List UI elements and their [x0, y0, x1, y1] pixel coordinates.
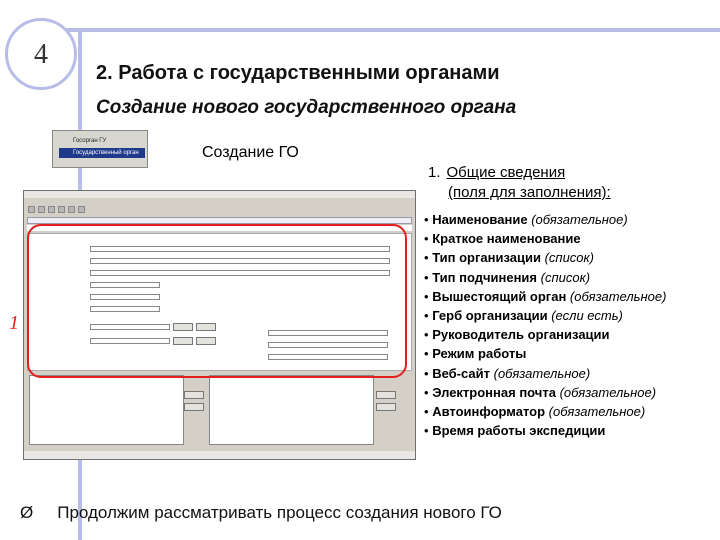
- field-name: Руководитель организации: [432, 327, 610, 343]
- field-item: [424, 383, 666, 402]
- field-item: [424, 421, 666, 440]
- field-name: Вышестоящий орган: [432, 288, 567, 304]
- bullet: •: [424, 327, 429, 343]
- menu-item-gosorgan: Государственный орган: [59, 148, 145, 158]
- field-note: (список): [544, 250, 595, 266]
- slide-frame-top: [30, 28, 720, 32]
- bullet: •: [424, 404, 429, 420]
- field-name: Время работы экспедиции: [432, 423, 606, 439]
- field-name: Тип подчинения: [432, 269, 538, 285]
- field-note: (обязательное): [559, 384, 657, 400]
- window-statusbar: [24, 451, 415, 459]
- field-name: Герб организации: [432, 308, 548, 324]
- form-button: [376, 403, 396, 411]
- field-note: (если есть): [551, 308, 623, 324]
- field-item: [424, 248, 666, 267]
- field-item: [424, 210, 666, 229]
- toolbar-icon: [48, 206, 55, 213]
- field-item: [424, 344, 666, 363]
- bullet: •: [424, 423, 429, 439]
- field-item: [424, 306, 666, 325]
- field-name: Наименование: [432, 212, 528, 227]
- field-name: Веб-сайт: [432, 365, 490, 381]
- field-name: Краткое наименование: [432, 231, 581, 247]
- menu-screenshot: [52, 130, 148, 168]
- field-item: [424, 229, 666, 248]
- slide-title: 2. Работа с государственными органами: [96, 62, 500, 84]
- form-button: [184, 403, 204, 411]
- field-note: (обязательное): [548, 404, 646, 420]
- field-name: Автоинформатор: [432, 404, 546, 420]
- toolbar-icon: [28, 206, 35, 213]
- toolbar-icon: [38, 206, 45, 213]
- toolbar-icon: [78, 206, 85, 213]
- bullet: •: [424, 250, 429, 266]
- footer-text: Продолжим рассматривать процесс создания нового ГО: [57, 503, 502, 522]
- highlight-label: 1: [9, 312, 19, 334]
- field-list: [424, 210, 666, 440]
- field-item: [424, 402, 666, 421]
- field-name: Электронная почта: [432, 384, 556, 400]
- field-name: Тип организации: [432, 250, 541, 266]
- field-item: [424, 268, 666, 287]
- section-title-line2: (поля для заполнения):: [448, 184, 611, 201]
- field-item: [424, 287, 666, 306]
- bullet: •: [424, 212, 429, 227]
- section-title-line1: Общие сведения: [446, 164, 566, 181]
- section-number: 1.: [428, 164, 441, 181]
- bullet: •: [424, 269, 429, 285]
- slide-subtitle: Создание нового государственного органа: [96, 97, 517, 118]
- field-note: (обязательное): [531, 212, 628, 227]
- field-note: (список): [540, 269, 591, 285]
- menu-item-gosorgan-gu: Госорган ГУ: [73, 138, 107, 144]
- toolbar-icon: [58, 206, 65, 213]
- slide-number: 4: [34, 39, 48, 70]
- form-button: [184, 391, 204, 399]
- highlight-frame: [27, 224, 407, 378]
- create-go-label: Создание ГО: [202, 144, 299, 161]
- bullet: •: [424, 231, 429, 247]
- lower-right-list: [209, 375, 374, 445]
- bullet: •: [424, 288, 429, 304]
- bullet: •: [424, 384, 429, 400]
- field-item: [424, 364, 666, 383]
- window-menubar: [24, 199, 415, 205]
- arrow-bullet-icon: Ø: [20, 503, 34, 522]
- form-button: [376, 391, 396, 399]
- field-note: (обязательное): [493, 365, 591, 381]
- form-header: [27, 217, 412, 224]
- slide-number-badge: [5, 18, 77, 90]
- toolbar-icon: [68, 206, 75, 213]
- bullet: •: [424, 308, 429, 324]
- field-name: Режим работы: [432, 346, 527, 362]
- footer-note: [20, 503, 502, 523]
- field-item: [424, 325, 666, 344]
- field-note: (обязательное): [569, 288, 667, 304]
- bullet: •: [424, 346, 429, 362]
- window-titlebar: [24, 191, 415, 198]
- lower-left-list: [29, 375, 184, 445]
- window-toolbar: [28, 206, 411, 215]
- bullet: •: [424, 365, 429, 381]
- general-info-heading: [428, 163, 611, 203]
